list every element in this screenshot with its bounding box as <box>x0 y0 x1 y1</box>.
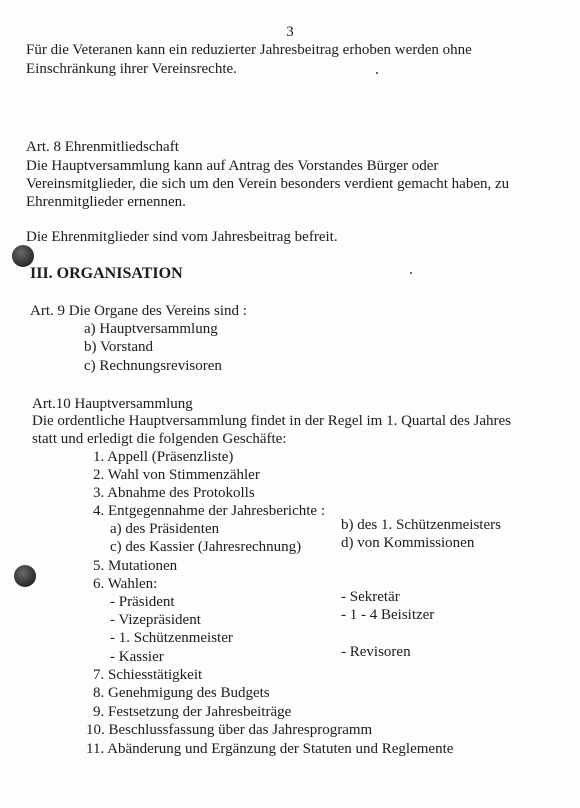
art10-item-4c: c) des Kassier (Jahresrechnung) <box>110 539 302 555</box>
art8-text-2: Vereinsmitglieder, die sich um den Verein besonders verdient gemacht haben, zu <box>26 176 510 192</box>
art9-item-b: b) Vorstand <box>84 339 154 355</box>
art10-item-5: 5. Mutationen <box>93 558 178 574</box>
punch-hole-top <box>12 245 34 267</box>
art9-item-c: c) Rechnungsrevisoren <box>84 358 222 374</box>
art10-item-11: 11. Abänderung und Ergänzung der Statuten und Reglemente <box>86 741 454 757</box>
scan-speck <box>410 272 412 274</box>
art8-text-4: Die Ehrenmitglieder sind vom Jahresbeitrag befreit. <box>26 229 338 245</box>
election-vice-president: - Vizepräsident <box>110 612 201 628</box>
art10-item-4: 4. Entgegennahme der Jahresberichte : <box>93 503 325 519</box>
punch-hole-bottom <box>14 565 36 587</box>
art10-item-7: 7. Schiesstätigkeit <box>93 667 203 683</box>
election-shooting-master: - 1. Schützenmeister <box>110 630 233 646</box>
section-heading-organisation: III. ORGANISATION <box>30 265 183 282</box>
election-assessors: - 1 - 4 Beisitzer <box>341 607 435 623</box>
art9-title: Art. 9 Die Organe des Vereins sind : <box>30 303 247 319</box>
art10-item-8: 8. Genehmigung des Budgets <box>93 685 270 701</box>
election-auditors: - Revisoren <box>341 644 411 660</box>
art8-text-1: Die Hauptversammlung kann auf Antrag des Vorstandes Bürger oder <box>26 158 439 174</box>
art10-text-1: Die ordentliche Hauptversammlung findet in der Regel im 1. Quartal des Jahres <box>32 413 512 429</box>
page-number: 3 <box>286 24 294 40</box>
intro-line-1: Für die Veteranen kann ein reduzierter Jahresbeitrag erhoben werden ohne <box>26 42 472 58</box>
art10-item-2: 2. Wahl von Stimmenzähler <box>93 467 260 483</box>
art10-item-3: 3. Abnahme des Protokolls <box>93 485 255 501</box>
art10-text-2: statt und erledigt die folgenden Geschäfte: <box>32 431 287 447</box>
art9-item-a: a) Hauptversammlung <box>84 321 218 337</box>
election-secretary: - Sekretär <box>341 589 400 605</box>
art10-item-4d: d) von Kommissionen <box>341 535 475 551</box>
art10-title: Art.10 Hauptversammlung <box>32 396 193 412</box>
art10-item-9: 9. Festsetzung der Jahresbeiträge <box>93 704 292 720</box>
art8-title: Art. 8 Ehrenmitliedschaft <box>26 139 179 155</box>
art10-item-4a: a) des Präsidenten <box>110 521 220 537</box>
art10-item-1: 1. Appell (Präsenzliste) <box>93 449 234 465</box>
art10-item-10: 10. Beschlussfassung über das Jahresprogramm <box>86 722 373 738</box>
election-president: - Präsident <box>110 594 175 610</box>
art8-text-3: Ehrenmitglieder ernennen. <box>26 194 186 210</box>
scan-speck <box>376 72 378 74</box>
election-treasurer: - Kassier <box>110 649 164 665</box>
art10-item-4b: b) des 1. Schützenmeisters <box>341 517 501 533</box>
art10-item-6: 6. Wahlen: <box>93 576 158 592</box>
intro-line-2: Einschränkung ihrer Vereinsrechte. <box>26 61 237 77</box>
